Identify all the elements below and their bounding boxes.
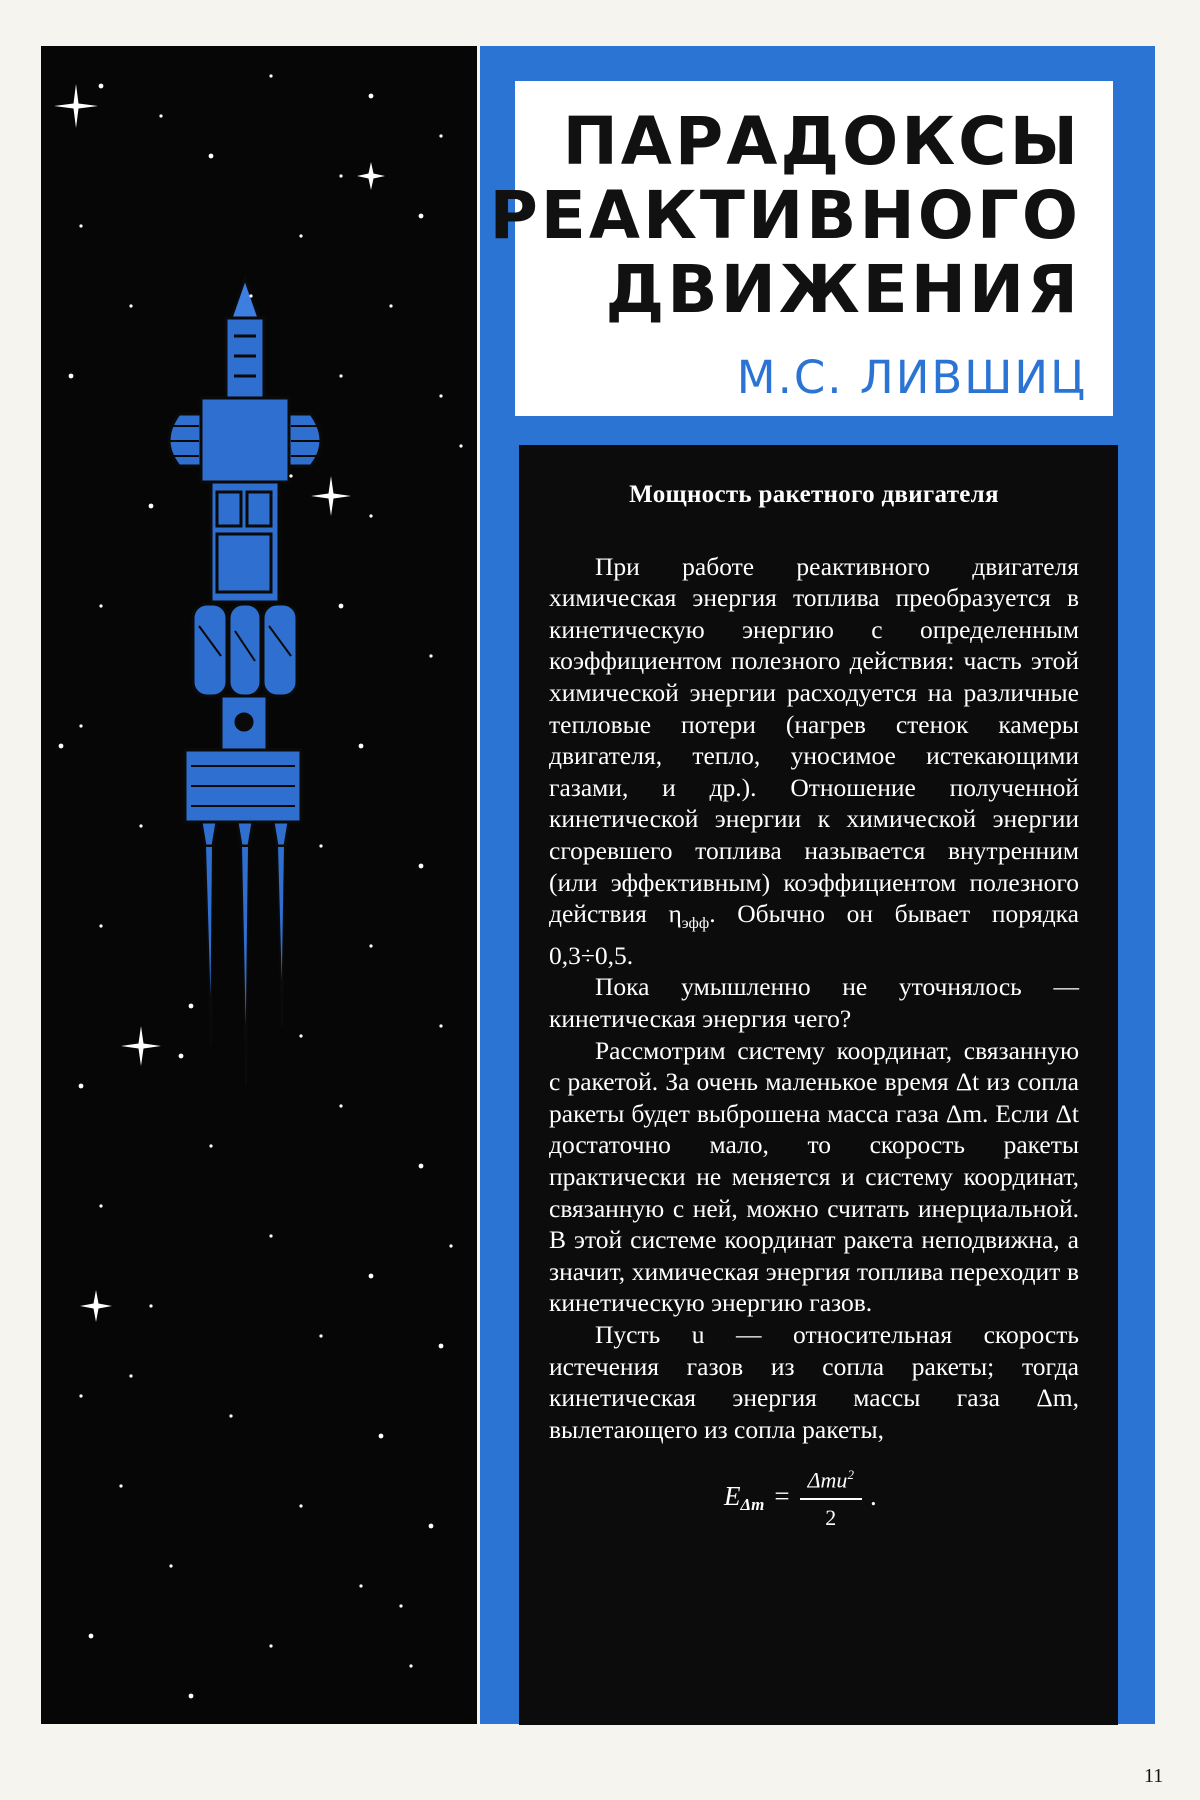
title-line-1: ПАРАДОКСЫ (562, 103, 1081, 180)
star-dot (299, 1034, 302, 1037)
star-dot (189, 1004, 194, 1009)
star-dot (179, 1054, 184, 1059)
efficiency-subscript: эфф (681, 915, 710, 933)
star-dot (439, 394, 442, 397)
star-dot (339, 1104, 342, 1107)
star-dot (59, 744, 64, 749)
star-sparkle-icon (54, 84, 98, 128)
formula-fraction (800, 1459, 862, 1534)
star-dot (79, 724, 82, 727)
star-dot (299, 234, 302, 237)
title-line-2: РЕАКТИВНОГО (489, 177, 1081, 254)
formula-numerator (800, 1459, 862, 1500)
star-dot (439, 134, 442, 137)
star-dot (209, 1144, 212, 1147)
star-dot (409, 1664, 412, 1667)
formula-numerator-text: Δmu (807, 1467, 848, 1493)
star-dot (89, 1634, 94, 1639)
star-dot (399, 1604, 402, 1607)
star-dot (79, 224, 82, 227)
star-dot (159, 114, 162, 117)
star-dot (449, 1244, 452, 1247)
star-dot (359, 1584, 362, 1587)
star-dot (79, 1394, 82, 1397)
rocket-illustration (41, 46, 477, 1724)
star-dot (389, 304, 392, 307)
paragraph-3: Рассмотрим систему координат, связанную с ракетой. За очень маленькое время Δt из сопла ракеты будет выброшена масса газа Δm. Если Δt достаточно мало, то скорость ракеты практически не меняется и систему координат, связанную с ней, можно считать инерциальной. В этой системе координат ракета неподвижна, а значит, химическая энергия топлива переходит в кинетическую энергию газов. (549, 1035, 1079, 1318)
star-sparkle-icon (357, 162, 385, 190)
star-dot (419, 864, 424, 869)
star-dot (339, 604, 344, 609)
section-heading: Мощность ракетного двигателя (629, 481, 999, 508)
formula-end: . (869, 1480, 877, 1511)
star-dot (319, 1334, 322, 1337)
star-dot (369, 514, 372, 517)
article-text-box (519, 445, 1118, 1725)
star-dot (229, 1414, 232, 1417)
star-dot (339, 174, 342, 177)
star-dot (419, 214, 424, 219)
star-dot (339, 374, 342, 377)
star-dot (249, 294, 252, 297)
star-dot (299, 1504, 302, 1507)
space-illustration-panel (41, 46, 477, 1724)
star-dot (269, 74, 272, 77)
star-dot (459, 444, 462, 447)
paragraph-1 (549, 551, 1079, 972)
title-line-3: ДВИЖЕНИЯ (605, 251, 1081, 328)
formula-lhs-subscript: Δm (740, 1494, 765, 1514)
star-dot (439, 1024, 442, 1027)
star-dot (209, 154, 214, 159)
star-dot (429, 1524, 434, 1529)
star-dot (189, 1694, 194, 1699)
star-dot (149, 1304, 152, 1307)
star-dot (129, 304, 132, 307)
rocket-icon (167, 278, 323, 1086)
star-dot (429, 654, 432, 657)
star-dot (289, 474, 292, 477)
author-name: М.С. ЛИВШИЦ (736, 351, 1087, 404)
formula-numerator-power: 2 (847, 1467, 854, 1483)
star-sparkle-icon (121, 1026, 161, 1066)
energy-formula (549, 1459, 1079, 1534)
star-dot (99, 604, 102, 607)
star-dot (419, 1164, 424, 1169)
formula-equals: = (774, 1480, 790, 1511)
star-dot (139, 824, 142, 827)
star-dot (99, 1204, 102, 1207)
paragraph-2: Пока умышленно не уточнялось — кинетическая энергия чего? (549, 972, 1079, 1033)
star-dot (439, 1344, 444, 1349)
star-dot (369, 1274, 374, 1279)
star-sparkle-icon (80, 1290, 112, 1322)
star-dot (99, 924, 102, 927)
star-sparkle-icon (311, 476, 351, 516)
paragraph-1-text: При работе реактивного двигателя химическая энергия топлива преобразуется в кинетическую энергию с определенным коэффициентом полезного действия: часть этой химической энергии расходуется на различные тепловые потери (нагрев стенок камеры двигателя, тепло, уносимое истекающими газами, и др.). Отношение полученной кинетической энергии к химической энергии сгоревшего топлива называется внутренним (или эффективным) коэффициентом полезного действия η (549, 551, 1079, 929)
star-dot (69, 374, 74, 379)
efficiency-tail: . Обычно он бывает порядка 0,3÷0,5. (549, 899, 1079, 970)
formula-lhs: E (724, 1480, 741, 1511)
paragraph-4: Пусть u — относительная скорость истечения газов из сопла ракеты; тогда кинетическая энергия массы газа Δm, вылетающего из сопла ракеты, (549, 1319, 1079, 1444)
star-dot (379, 1434, 384, 1439)
article-title (489, 105, 1081, 327)
star-dot (369, 944, 372, 947)
star-dot (319, 844, 322, 847)
page-number: 11 (1144, 1765, 1164, 1787)
star-dot (269, 1234, 272, 1237)
star-dot (119, 1484, 122, 1487)
formula-denominator: 2 (825, 1505, 837, 1531)
star-dot (149, 504, 154, 509)
star-dot (369, 94, 374, 99)
star-dot (359, 744, 364, 749)
star-dot (129, 1374, 132, 1377)
article-body (549, 479, 1079, 1534)
star-dot (99, 84, 104, 89)
star-dot (169, 1564, 172, 1567)
star-dot (79, 1084, 84, 1089)
title-box (489, 81, 1113, 416)
star-dot (269, 1644, 272, 1647)
